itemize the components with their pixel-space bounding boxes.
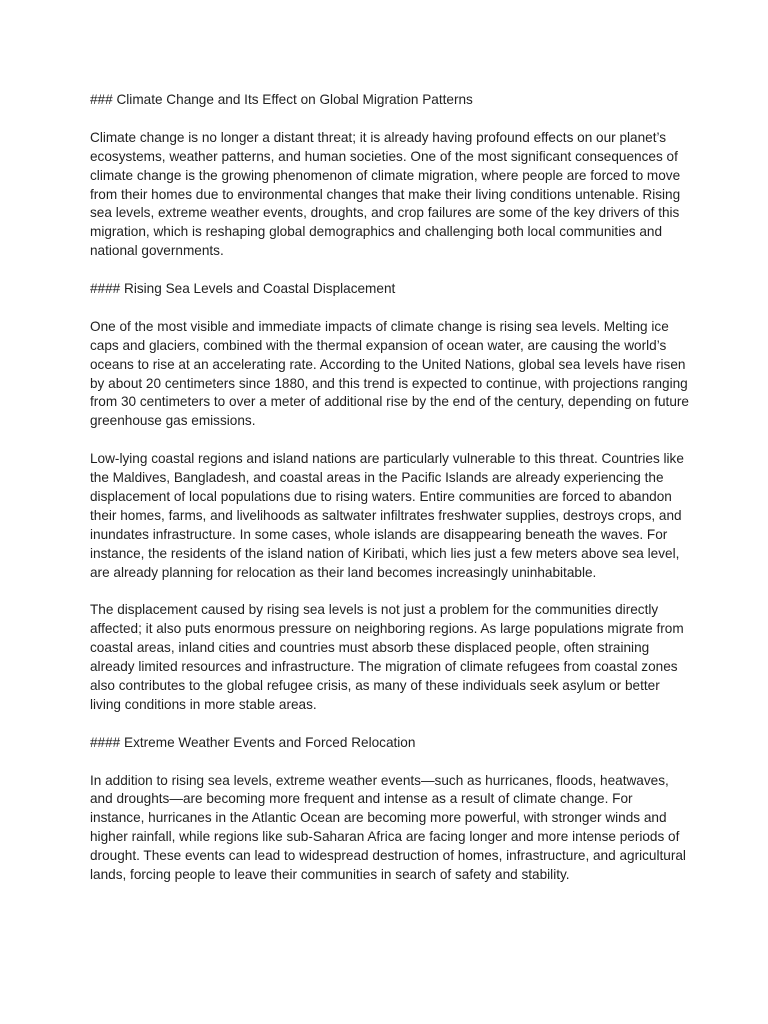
sea-levels-paragraph-2: Low-lying coastal regions and island nations are particularly vulnerable to this threat. Countries like the Maldives, Bangladesh, and coastal areas in the Pacific Islands are already experiencing the displacement of local populations due to rising waters. Entire communities are forced to abandon their homes, farms, and livelihoods as saltwater infiltrates freshwater supplies, destroys crops, and inundates infrastructure. In some cases, whole islands are disappearing beneath the waves. For instance, the residents of the island nation of Kiribati, which lies just a few meters above sea level, are already planning for relocation as their land becomes increasingly uninhabitable. [90, 451, 684, 580]
section-heading-extreme-weather: #### Extreme Weather Events and Forced Relocation [90, 734, 416, 750]
intro-paragraph: Climate change is no longer a distant threat; it is already having profound effects on our planet’s ecosystems, weather patterns, and human societies. One of the most significant consequences of climate change is the growing phenomenon of climate migration, where people are forced to move from their homes due to environmental changes that make their living conditions untenable. Rising sea levels, extreme weather events, droughts, and crop failures are some of the key drivers of this migration, which is reshaping global demographics and challenging both local communities and national governments. [90, 129, 681, 259]
section-heading-sea-levels: #### Rising Sea Levels and Coastal Displacement [90, 281, 396, 297]
sea-levels-paragraph-3: The displacement caused by rising sea levels is not just a problem for the communities directly affected; it also puts enormous pressure on neighboring regions. As large populations migrate from coastal areas, inland cities and countries must absorb these displaced people, often straining already limited resources and infrastructure. The migration of climate refugees from coastal zones also contributes to the global refugee crisis, as many of these individuals seek asylum or better living conditions in more stable areas. [90, 602, 684, 712]
sea-levels-paragraph-1: One of the most visible and immediate impacts of climate change is rising sea levels. Melting ice caps and glaciers, combined with the thermal expansion of ocean water, are causing the world’s oceans to rise at an accelerating rate. According to the United Nations, global sea levels have risen by about 20 centimeters since 1880, and this trend is expected to continue, with projections ranging from 30 centimeters to over a meter of additional rise by the end of the century, depending on future greenhouse gas emissions. [90, 318, 689, 429]
document-body [90, 91, 690, 904]
extreme-weather-paragraph-1: In addition to rising sea levels, extreme weather events—such as hurricanes, floods, heatwaves, and droughts—are becoming more frequent and intense as a result of climate change. For instance, hurricanes in the Atlantic Ocean are becoming more powerful, with stronger winds and higher rainfall, while regions like sub-Saharan Africa are facing longer and more intense periods of drought. These events can lead to widespread destruction of homes, infrastructure, and agricultural lands, forcing people to leave their communities in search of safety and stability. [90, 772, 686, 883]
document-title: ### Climate Change and Its Effect on Global Migration Patterns [90, 92, 473, 107]
